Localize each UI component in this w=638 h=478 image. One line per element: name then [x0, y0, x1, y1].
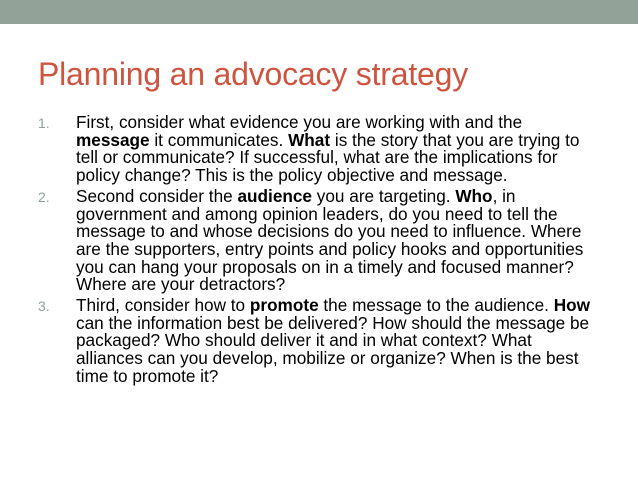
step-text-segment: you are targeting.	[312, 185, 456, 206]
step-keyword: promote	[249, 295, 319, 316]
header-accent-bar	[0, 0, 638, 24]
step-text-segment: the message to the audience.	[318, 295, 554, 316]
step-text	[76, 295, 590, 386]
step-keyword: Who	[455, 185, 493, 206]
step-keyword: How	[553, 295, 590, 316]
step-text-segment: Third, consider how to	[76, 295, 250, 316]
step-keyword: message	[76, 129, 150, 150]
list-item-step-3	[38, 297, 598, 386]
step-text-segment: is the story that you are trying to tell or communicate? If successful, what are the implications for policy change? This is the policy objective and message.	[76, 129, 580, 186]
strategy-steps-list	[38, 114, 598, 386]
list-item-step-1	[38, 114, 598, 185]
step-text	[76, 112, 579, 185]
step-text-segment: it communicates.	[149, 129, 289, 150]
step-keyword: audience	[237, 185, 312, 206]
step-keyword: What	[288, 129, 331, 150]
slide-title: Planning an advocacy strategy	[38, 56, 469, 92]
step-text	[76, 186, 583, 295]
step-number: 1.	[38, 115, 50, 131]
step-number: 3.	[38, 298, 50, 315]
step-text-segment: Second consider the	[76, 185, 238, 206]
list-item-step-2	[38, 185, 598, 295]
step-text-segment: can the information best be delivered? How should the message be packaged? Who should deliver it and in what context? What alliances can you develop, mobilize or organize? When is the best time to promote it?	[76, 312, 590, 386]
step-number: 2.	[38, 188, 50, 205]
step-text-segment: First, consider what evidence you are working with and the	[76, 112, 523, 132]
step-text-segment: , in government and among opinion leaders, do you need to tell the message to and whose decisions do you need to influence. Where are the supporters, entry points and policy hooks and opportunities you can hang your proposals on in a timely and focused manner? Where are your detractors?	[76, 185, 584, 295]
